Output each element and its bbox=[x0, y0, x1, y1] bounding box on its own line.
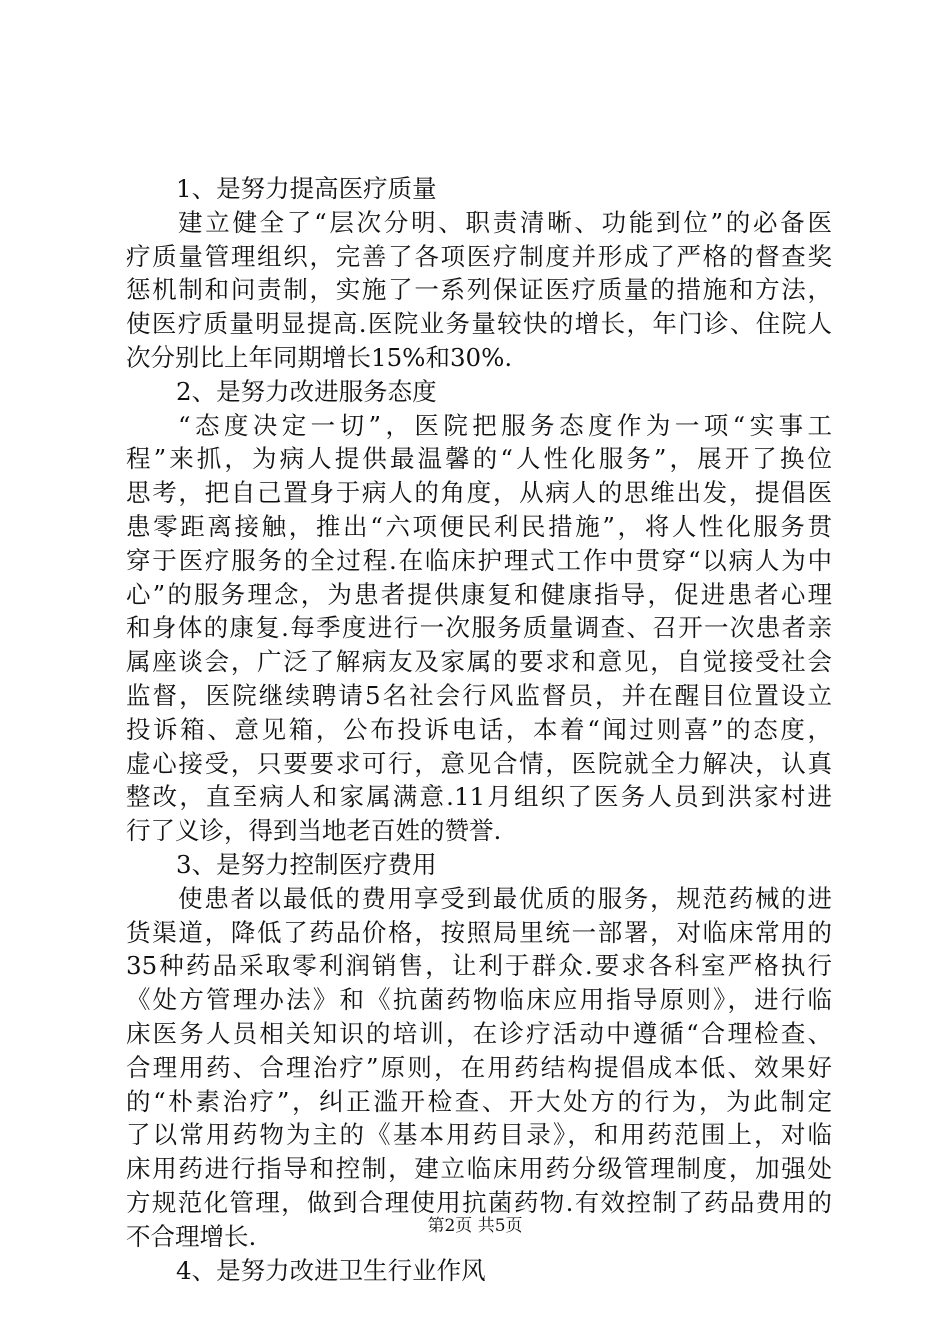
section-2-line: 监督，医院继续聘请5名社会行风监督员，并在醒目位置设立 bbox=[126, 680, 832, 710]
section-3-line: 了以常用药物为主的《基本用药目录》，和用药范围上，对临 bbox=[126, 1120, 832, 1150]
section-1-heading: 1、是努力提高医疗质量 bbox=[176, 174, 437, 203]
section-2-heading: 2、是努力改进服务态度 bbox=[176, 376, 437, 406]
section-1-line: 疗质量管理组织，完善了各项医疗制度并形成了严格的督查奖 bbox=[126, 241, 832, 271]
page-footer bbox=[0, 1215, 950, 1237]
section-3-line: 使患者以最低的费用享受到最优质的服务，规范药械的进 bbox=[178, 883, 832, 913]
section-3-line: 的“朴素治疗”，纠正滥开检查、开大处方的行为，为此制定 bbox=[126, 1086, 832, 1116]
section-2-line: 思考，把自己置身于病人的角度，从病人的思维出发，提倡医 bbox=[126, 478, 832, 508]
section-2-line: 虚心接受，只要要求可行，意见合情，医院就全力解决，认真 bbox=[126, 748, 832, 778]
section-1-line: 次分别比上年同期增长15%和30%. bbox=[126, 342, 513, 372]
section-2-line: 心”的服务理念，为患者提供康复和健康指导，促进患者心理 bbox=[126, 579, 832, 609]
section-2-line: 行了义诊，得到当地老百姓的赞誉. bbox=[126, 816, 502, 846]
section-2-line: 程”来抓，为病人提供最温馨的“人性化服务”，展开了换位 bbox=[126, 444, 832, 474]
section-2-line: 和身体的康复.每季度进行一次服务质量调查、召开一次患者亲 bbox=[126, 613, 832, 643]
page-number: 第2页 共5页 bbox=[427, 1216, 523, 1236]
section-3-line: 方规范化管理，做到合理使用抗菌药物.有效控制了药品费用的 bbox=[126, 1187, 832, 1217]
section-2-line: 穿于医疗服务的全过程.在临床护理式工作中贯穿“以病人为中 bbox=[126, 545, 832, 575]
section-2-line: 患零距离接触，推出“六项便民利民措施”，将人性化服务贯 bbox=[126, 511, 832, 541]
section-3-line: 货渠道，降低了药品价格，按照局里统一部署，对临床常用的 bbox=[126, 917, 832, 947]
section-3-line: 35种药品采取零利润销售，让利于群众.要求各科室严格执行 bbox=[126, 951, 832, 981]
document-body bbox=[126, 172, 832, 1287]
section-2-line: 属座谈会，广泛了解病友及家属的要求和意见，自觉接受社会 bbox=[126, 647, 832, 677]
section-2-line: “态度决定一切”，医院把服务态度作为一项“实事工 bbox=[178, 410, 832, 440]
section-1-line: 建立健全了“层次分明、职责清晰、功能到位”的必备医 bbox=[178, 207, 832, 237]
section-3-line: 《处方管理办法》和《抗菌药物临床应用指导原则》，进行临 bbox=[126, 985, 832, 1015]
section-3-line: 合理用药、合理治疗”原则，在用药结构提倡成本低、效果好 bbox=[126, 1052, 832, 1082]
section-2-line: 投诉箱、意见箱，公布投诉电话，本着“闻过则喜”的态度， bbox=[126, 714, 832, 744]
section-3-heading: 3、是努力控制医疗费用 bbox=[176, 849, 437, 879]
section-1-line: 惩机制和问责制，实施了一系列保证医疗质量的措施和方法， bbox=[126, 275, 832, 305]
section-1-line: 使医疗质量明显提高.医院业务量较快的增长，年门诊、住院人 bbox=[126, 309, 832, 339]
section-4-heading: 4、是努力改进卫生行业作风 bbox=[176, 1255, 486, 1285]
section-3-line: 床医务人员相关知识的培训，在诊疗活动中遵循“合理检查、 bbox=[126, 1018, 832, 1048]
section-3-line: 不合理增长. bbox=[126, 1221, 257, 1251]
section-2-line: 整改，直至病人和家属满意.11月组织了医务人员到洪家村进 bbox=[126, 782, 832, 812]
section-3-line: 床用药进行指导和控制，建立临床用药分级管理制度，加强处 bbox=[126, 1154, 832, 1184]
